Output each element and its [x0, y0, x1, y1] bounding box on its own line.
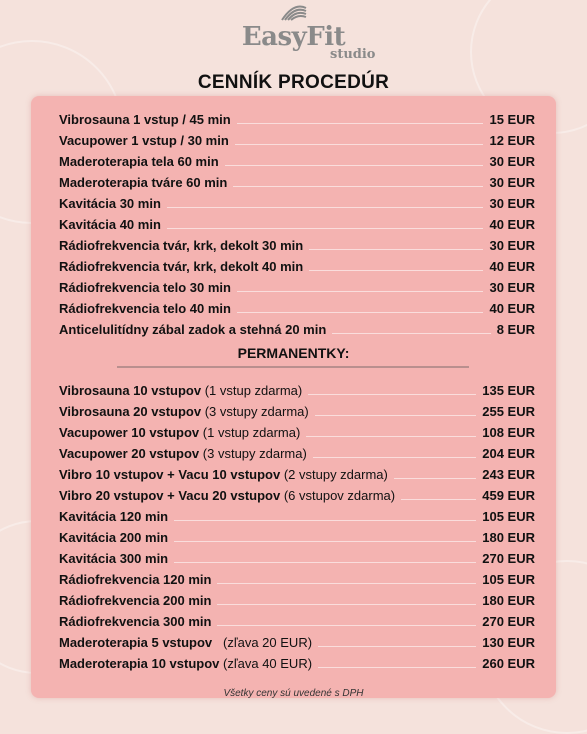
item-name: Maderoterapia 10 vstupov [59, 656, 220, 671]
item-price: 180 EUR [482, 530, 535, 545]
price-row [59, 235, 535, 253]
price-row [59, 548, 535, 566]
item-price: 108 EUR [482, 425, 535, 440]
item-note: (zľava 20 EUR) [212, 635, 313, 650]
item-note: (1 vstup zdarma) [201, 383, 303, 398]
item-name: Maderoterapia tváre 60 min [59, 175, 228, 190]
item-price: 30 EUR [489, 280, 535, 295]
price-row [59, 319, 535, 337]
item-note: (zľava 40 EUR) [219, 656, 313, 671]
item-name: Maderoterapia 5 vstupov [59, 635, 213, 650]
item-price: 40 EUR [489, 301, 535, 316]
price-row [59, 401, 535, 419]
item-name: Maderoterapia tela 60 min [59, 154, 219, 169]
item-price: 15 EUR [489, 112, 535, 127]
item-price: 243 EUR [482, 467, 535, 482]
page-title: CENNÍK PROCEDÚR [197, 72, 390, 93]
leader-line [237, 291, 484, 292]
item-price: 30 EUR [489, 154, 535, 169]
leader-line [174, 562, 476, 563]
price-row [59, 109, 535, 127]
item-name: Rádiofrekvencia telo 30 min [59, 280, 231, 295]
price-row [59, 298, 535, 316]
item-price: 105 EUR [482, 572, 535, 587]
item-name: Vibro 20 vstupov + Vacu 20 vstupov [59, 488, 281, 503]
item-price: 260 EUR [482, 656, 535, 671]
item-name: Kavitácia 200 min [59, 530, 169, 545]
leader-line [306, 436, 476, 437]
leader-line [394, 478, 476, 479]
price-row [59, 256, 535, 274]
item-name: Vacupower 1 vstup / 30 min [59, 133, 229, 148]
leader-line [217, 604, 476, 605]
leader-line [174, 541, 476, 542]
item-name: Kavitácia 300 min [59, 551, 169, 566]
item-name: Rádiofrekvencia tvár, krk, dekolt 40 min [59, 259, 304, 274]
price-row [59, 172, 535, 190]
item-price: 8 EUR [496, 322, 535, 337]
item-price: 105 EUR [482, 509, 535, 524]
leader-line [401, 499, 476, 500]
leader-line [308, 394, 476, 395]
item-name: Vibrosauna 20 vstupov [59, 404, 202, 419]
item-name: Kavitácia 30 min [59, 196, 161, 211]
item-price: 135 EUR [482, 383, 535, 398]
leader-line [225, 165, 484, 166]
item-note: (6 vstupov zdarma) [280, 488, 396, 503]
price-row [59, 632, 535, 650]
leader-line [332, 333, 490, 334]
item-note: (3 vstupy zdarma) [199, 446, 307, 461]
item-name: Rádiofrekvencia telo 40 min [59, 301, 231, 316]
item-name: Anticelulitídny zábal zadok a stehná 20 min [59, 322, 327, 337]
item-name: Vibrosauna 10 vstupov [59, 383, 202, 398]
price-row [59, 527, 535, 545]
item-price: 270 EUR [482, 551, 535, 566]
item-name: Rádiofrekvencia 300 min [59, 614, 212, 629]
price-row [59, 590, 535, 608]
leader-line [313, 457, 476, 458]
logo-mark-icon [280, 0, 308, 22]
leader-line [318, 667, 476, 668]
leader-line [237, 312, 484, 313]
price-row [59, 443, 535, 461]
item-price: 30 EUR [489, 196, 535, 211]
leader-line [318, 646, 476, 647]
item-name: Kavitácia 120 min [59, 509, 169, 524]
item-price: 204 EUR [482, 446, 535, 461]
item-name: Vacupower 20 vstupov [59, 446, 200, 461]
item-name: Vibrosauna 1 vstup / 45 min [59, 112, 231, 127]
item-price: 30 EUR [489, 238, 535, 253]
leader-line [174, 520, 476, 521]
item-price: 12 EUR [489, 133, 535, 148]
leader-line [309, 249, 483, 250]
price-row [59, 569, 535, 587]
leader-line [217, 583, 476, 584]
leader-line [237, 123, 484, 124]
item-name: Vacupower 10 vstupov [59, 425, 200, 440]
leader-line [167, 228, 484, 229]
item-note: (3 vstupy zdarma) [201, 404, 309, 419]
item-note: (1 vstup zdarma) [199, 425, 301, 440]
price-row [59, 485, 535, 503]
item-price: 459 EUR [482, 488, 535, 503]
item-price: 40 EUR [489, 217, 535, 232]
price-row [59, 380, 535, 398]
price-row [59, 611, 535, 629]
item-price: 255 EUR [482, 404, 535, 419]
price-row [59, 422, 535, 440]
section-divider [117, 366, 469, 368]
leader-line [233, 186, 483, 187]
logo-sub: studio [330, 47, 376, 62]
price-row [59, 277, 535, 295]
price-row [59, 193, 535, 211]
price-row [59, 506, 535, 524]
item-price: 40 EUR [489, 259, 535, 274]
price-row [59, 151, 535, 169]
item-price: 30 EUR [489, 175, 535, 190]
item-note: (2 vstupy zdarma) [280, 467, 388, 482]
leader-line [167, 207, 484, 208]
leader-line [235, 144, 484, 145]
item-price: 270 EUR [482, 614, 535, 629]
item-name: Kavitácia 40 min [59, 217, 161, 232]
item-name: Rádiofrekvencia 120 min [59, 572, 212, 587]
item-name: Rádiofrekvencia tvár, krk, dekolt 30 min [59, 238, 304, 253]
item-price: 130 EUR [482, 635, 535, 650]
item-price: 180 EUR [482, 593, 535, 608]
price-row [59, 653, 535, 671]
leader-line [309, 270, 483, 271]
price-row [59, 130, 535, 148]
item-name: Rádiofrekvencia 200 min [59, 593, 212, 608]
logo-brand: EasyFit [241, 22, 346, 52]
footer-note: Všetky ceny sú uvedené s DPH [223, 688, 364, 699]
permanentky-title: PERMANENTKY: [237, 345, 350, 361]
item-name: Vibro 10 vstupov + Vacu 10 vstupov [59, 467, 281, 482]
price-row [59, 214, 535, 232]
leader-line [315, 415, 477, 416]
price-row [59, 464, 535, 482]
leader-line [217, 625, 476, 626]
